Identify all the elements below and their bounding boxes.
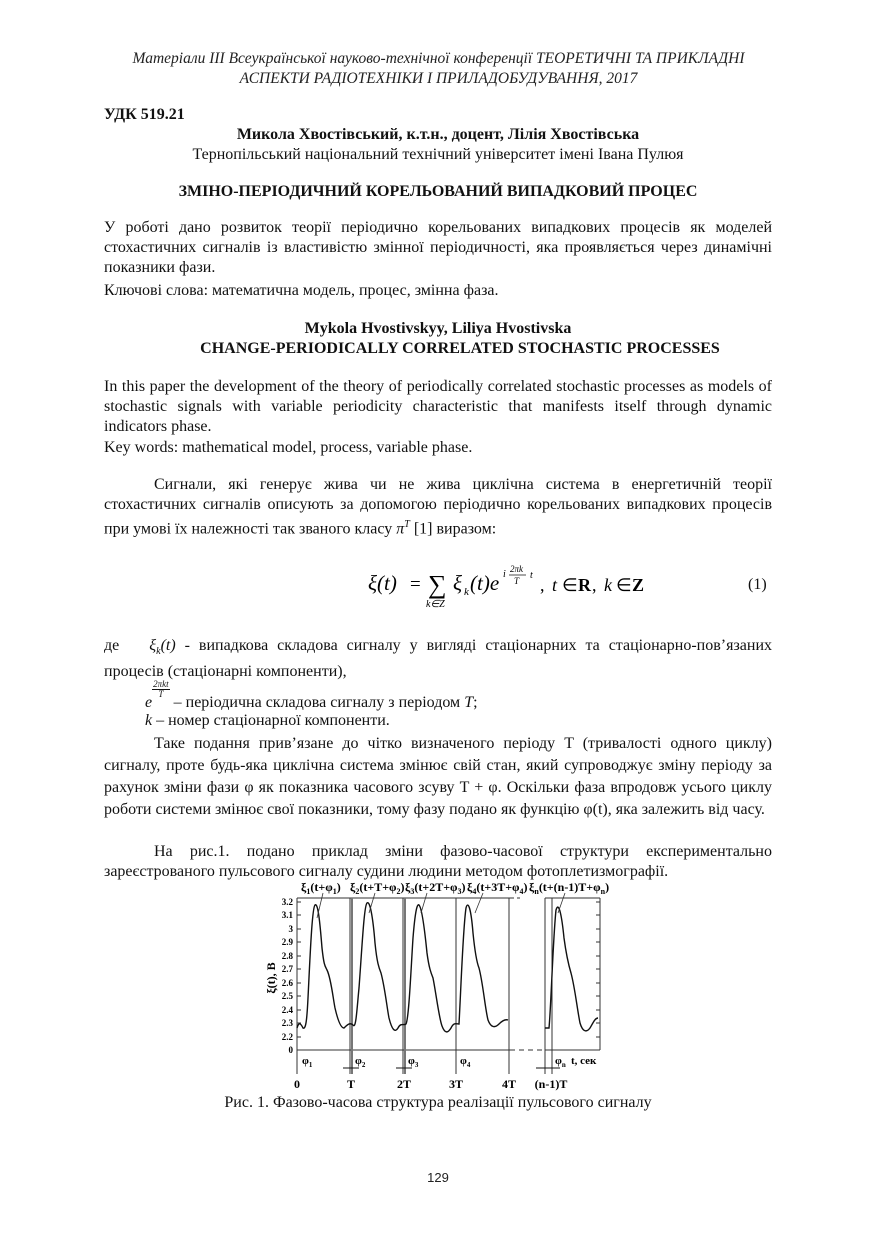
- svg-text:2.2: 2.2: [281, 1032, 293, 1042]
- figure-caption: Рис. 1. Фазово-часова структура реалізації пульсового сигналу: [224, 1094, 652, 1111]
- authors-en: Mykola Hvostivskyy, Liliya Hvostivska: [304, 320, 572, 337]
- page-number: 129: [427, 1170, 449, 1185]
- svg-text:φ4: $\varphi_4$: [460, 1055, 471, 1069]
- svg-text:2.6: 2.6: [281, 978, 293, 988]
- svg-text:t, сек: t, сек: [571, 1055, 597, 1067]
- svg-text:3: 3: [288, 924, 293, 934]
- svg-text:ξ2(t+T+φ2): $\xi_2(t+T+\varphi_2)$: [350, 880, 405, 896]
- where-clause-2: e $\frac{\text{2πkt}}{T}$ – періодична складова сигналу з періодом T;: [145, 679, 478, 711]
- svg-text:k∈Z: k∈Z: [426, 599, 445, 610]
- paragraph-3: На рис.1. подано приклад зміни фазово-часової структури експериментально зареєстрованого пульсового сигналу судини людини методом фотоплетизмографії.: [104, 843, 772, 880]
- svg-text:φ2: $\varphi_2$: [355, 1055, 366, 1069]
- svg-text:R: R: [578, 575, 591, 595]
- authors-ua: Микола Хвостівський, к.т.н., доцент, Лілія Хвостівська: [236, 126, 640, 143]
- udk-code: УДК 519.21: [104, 106, 185, 123]
- svg-text:4T: 4T: [501, 1077, 517, 1091]
- where-clause-1: де $\xi_k(t)$ - випадкова складова сигналу у вигляді стаціонарних та стаціонарно-пов’язаних процесів (стаціонарні компоненти),: [104, 637, 772, 681]
- svg-text:ξ3(t+2T+φ3): $\xi_3(t+2T+\varphi_3)$: [405, 880, 466, 896]
- title-ua: ЗМІНО-ПЕРІОДИЧНИЙ КОРЕЛЬОВАНИЙ ВИПАДКОВИЙ ПРОЦЕС: [178, 183, 698, 200]
- paragraph-1: Сигнали, які генерує жива чи не жива циклічна система в енергетичній теорії стохастичних сигналів описують за допомогою періодично корельованих випадкових процесів при умові їх належності так званого класу $\pi^T$ [1] виразом:: [104, 476, 772, 538]
- curve-labels: [301, 880, 609, 896]
- pulse-signal-chart: [255, 878, 615, 1093]
- header-line-2: АСПЕКТИ РАДІОТЕХНІКИ І ПРИЛАДОБУДУВАННЯ, 2017: [239, 70, 638, 87]
- keywords-ua: Ключові слова: математична модель, процес, змінна фаза.: [104, 282, 499, 299]
- svg-text:k: k: [604, 575, 612, 595]
- xi-k-symbol: $\xi_k(t)$: [149, 637, 176, 658]
- svg-text:T: T: [514, 576, 520, 586]
- keywords-en: Key words: mathematical model, process, variable phase.: [104, 439, 473, 456]
- svg-text:2.8: 2.8: [281, 951, 293, 961]
- svg-text:Z: Z: [632, 575, 645, 595]
- abstract-ua: У роботі дано розвиток теорії періодично корельованих випадкових процесів як моделей стохастичних сигналів із властивістю змінної періодичності, яка проявляється через динамічні показники фази.: [104, 219, 772, 276]
- equation-number: (1): [748, 576, 767, 593]
- svg-text:t: t: [530, 570, 533, 581]
- svg-text:t: t: [552, 575, 558, 595]
- svg-text:(t)e: (t)e: [470, 571, 500, 595]
- svg-text:(n-1)T: (n-1)T: [534, 1077, 568, 1091]
- svg-text:ξ(t): ξ(t): [368, 571, 397, 595]
- svg-text:ξ4(t+3T+φ4): $\xi_4(t+3T+\varphi_4)$: [467, 880, 528, 896]
- svg-text:=: =: [410, 574, 421, 595]
- svg-text:2T: 2T: [396, 1077, 412, 1091]
- svg-text:ξ(t), В: ξ(t), В: [264, 962, 278, 994]
- equation-1: [340, 560, 780, 620]
- affiliation: Тернопільський національний технічний університет імені Івана Пулюя: [192, 146, 684, 163]
- svg-text:2.4: 2.4: [281, 1005, 293, 1015]
- svg-text:∈: ∈: [562, 575, 578, 595]
- title-en: CHANGE-PERIODICALLY CORRELATED STOCHASTIC PROCESSES: [200, 340, 720, 357]
- svg-text:3.2: 3.2: [281, 897, 293, 907]
- svg-text:3.1: 3.1: [281, 910, 293, 920]
- svg-text:T: T: [346, 1077, 356, 1091]
- abstract-en: In this paper the development of the theory of periodically correlated stochastic processes as models of stochastic signals with variable periodicity characteristic that manifests itself through dynamic indicators phase.: [104, 378, 772, 435]
- svg-text:∑: ∑: [428, 570, 447, 599]
- svg-text:,: ,: [540, 575, 545, 595]
- svg-text:k: k: [464, 586, 469, 598]
- svg-text:2.5: 2.5: [281, 991, 293, 1001]
- svg-text:,: ,: [592, 575, 597, 595]
- figure-1: [255, 878, 615, 1093]
- conference-header: [60, 49, 817, 89]
- svg-text:ξn(t+(n-1)T+φn): $\xi_n(t+(n-1)T+\varphi_n)$: [529, 880, 610, 896]
- paragraph-2: Таке подання прив’язане до чітко визначеного періоду T (тривалості одного циклу) сигналу, проте будь-яка циклічна система змінює свій стан, який супроводжує зміну періоду за рахунок зміни фази φ як показника часового зсуву T + φ. Оскільки фаза впродовж усього циклу роботи системи змінює свої показники, тому фазу подано як функцію φ(t), яка залежить від часу.: [104, 735, 772, 818]
- svg-text:φn: $\varphi_n$: [555, 1055, 566, 1069]
- svg-text:2πk: 2πk: [510, 564, 524, 574]
- where-clause-3: k – номер стаціонарної компоненти.: [145, 712, 390, 729]
- svg-text:0: 0: [294, 1077, 300, 1091]
- svg-text:2.9: 2.9: [281, 937, 293, 947]
- svg-text:∈: ∈: [616, 575, 632, 595]
- svg-text:0: 0: [288, 1045, 293, 1055]
- svg-text:ξ1(t+φ1): $\xi_1(t+\varphi_1)$: [301, 880, 341, 896]
- svg-text:2.7: 2.7: [281, 964, 293, 974]
- signal-curve: [297, 903, 598, 1032]
- svg-text:ξ: ξ: [453, 571, 462, 595]
- header-line-1: Матеріали ІІІ Всеукраїнської науково-технічної конференції ТЕОРЕТИЧНІ ТА ПРИКЛАДНІ: [132, 50, 745, 67]
- svg-text:2.3: 2.3: [281, 1018, 293, 1028]
- equation-graphic: [340, 560, 780, 620]
- svg-text:φ1: $\varphi_1$: [302, 1055, 313, 1069]
- svg-text:i: i: [503, 569, 506, 580]
- pi-symbol: π: [396, 520, 405, 538]
- svg-text:3T: 3T: [448, 1077, 464, 1091]
- svg-text:φ3: $\varphi_3$: [408, 1055, 419, 1069]
